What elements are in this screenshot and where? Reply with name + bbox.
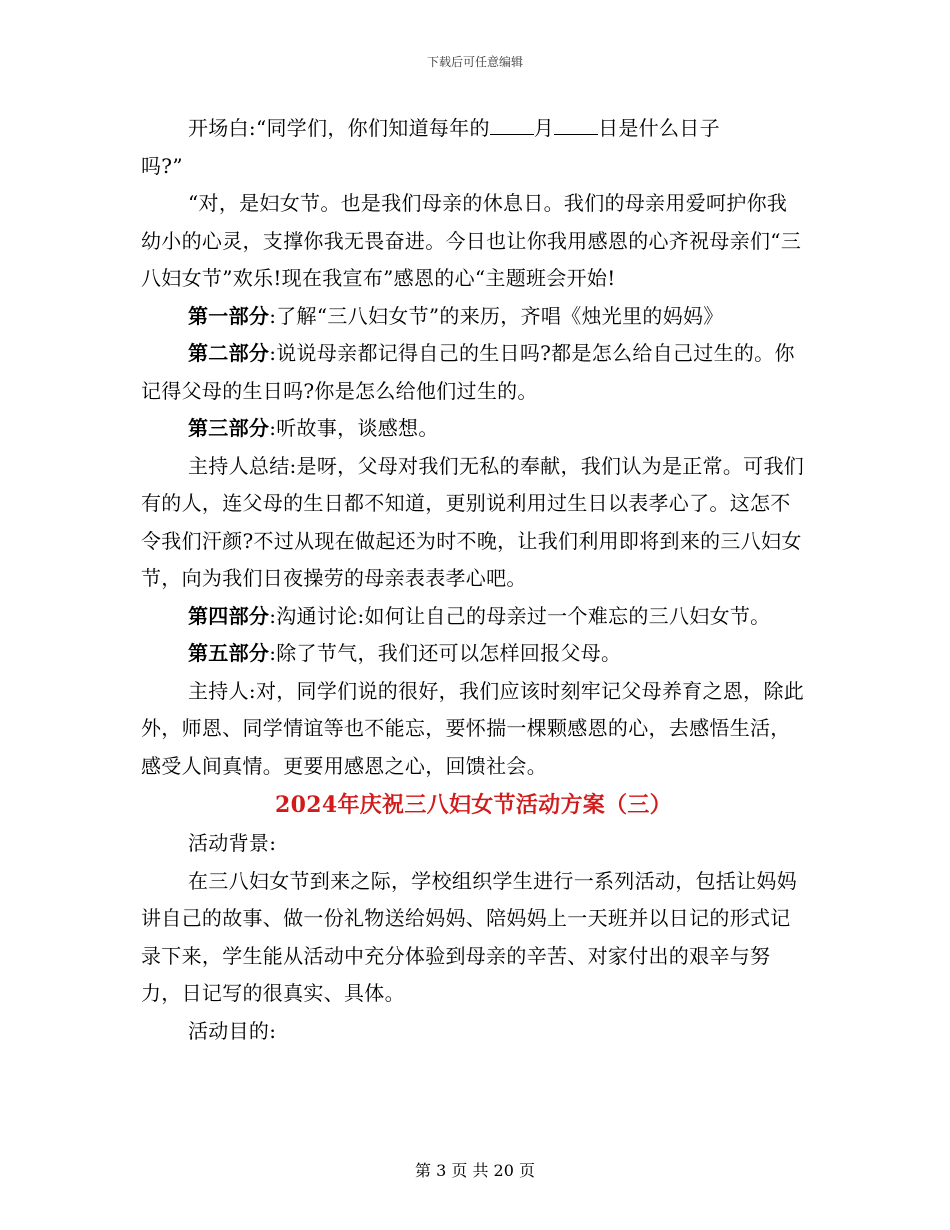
goal-label: 活动目的: [188,1018,277,1043]
month-blank [490,116,534,135]
host-summary: 主持人总结:是呀，父母对我们无私的奉献，我们认为是正常。可我们有的人，连父母的生日都不知道，更别说利用过生日以表孝心了。这怎不令我们汗颜?不过从现在做起还为时不晚，让我们利用即将到来的三八妇女节，向为我们日夜操劳的母亲表表孝心吧。 [141,453,805,590]
part-five [141,635,806,673]
host-closing: 主持人:对，同学们说的很好，我们应该时刻牢记父母养育之恩，除此外，师恩、同学情谊等也不能忘，要怀揣一棵颗感恩的心，去感悟生活，感受人间真情。更要用感恩之心，回馈社会。 [141,678,805,778]
page-header: 下载后可任意编辑 [426,55,523,69]
part-one-text: :了解“三八妇女节”的来历，齐唱《烛光里的妈妈》 [269,303,724,328]
part-one-label: 第一部分 [188,303,270,328]
page-footer: 第 3 页 共 20 页 [415,1161,535,1180]
part-four [141,598,806,636]
part-four-text: :沟通讨论:如何让自己的母亲过一个难忘的三八妇女节。 [269,603,771,628]
day-blank [554,116,598,135]
part-two-text: :说说母亲都记得自己的生日吗?都是怎么给自己过生的。你记得父母的生日吗?你是怎么给他们过生的。 [141,341,795,403]
part-three-label: 第三部分 [188,416,270,440]
part-three [141,410,806,448]
part-two-label: 第二部分 [188,341,270,365]
opening-line [141,110,806,148]
opening-line-2: 吗?” [141,153,183,178]
part-one [141,298,806,336]
background-label: 活动背景: [188,831,277,855]
part-five-text: :除了节气，我们还可以怎样回报父母。 [269,641,622,665]
part-four-label: 第四部分 [188,603,270,628]
section-title: 2024年庆祝三八妇女节活动方案（三） [275,792,672,818]
paragraph-intro: “对，是妇女节。也是我们母亲的休息日。我们的母亲用爱呵护你我幼小的心灵，支撑你我无畏奋进。今日也让你我用感恩的心齐祝母亲们“三八妇女节”欢乐!现在我宣布”感恩的心“主题班会开始! [141,191,802,290]
part-five-label: 第五部分 [188,641,270,665]
document-body [141,110,806,1050]
opening-month: 月 [533,116,555,140]
part-two [141,335,806,410]
opening-day-suffix: 日是什么日子 [598,116,720,140]
part-three-text: :听故事，谈感想。 [269,416,439,440]
background-text: 在三八妇女节到来之际，学校组织学生进行一系列活动，包括让妈妈讲自己的故事、做一份礼物送给妈妈、陪妈妈上一天班并以日记的形式记录下来，学生能从活动中充分体验到母亲的辛苦、对家付出的艰辛与努力，日记写的很真实、具体。 [141,868,797,1005]
opening-label: 开场白:“同学们，你们知道每年的 [188,116,490,140]
